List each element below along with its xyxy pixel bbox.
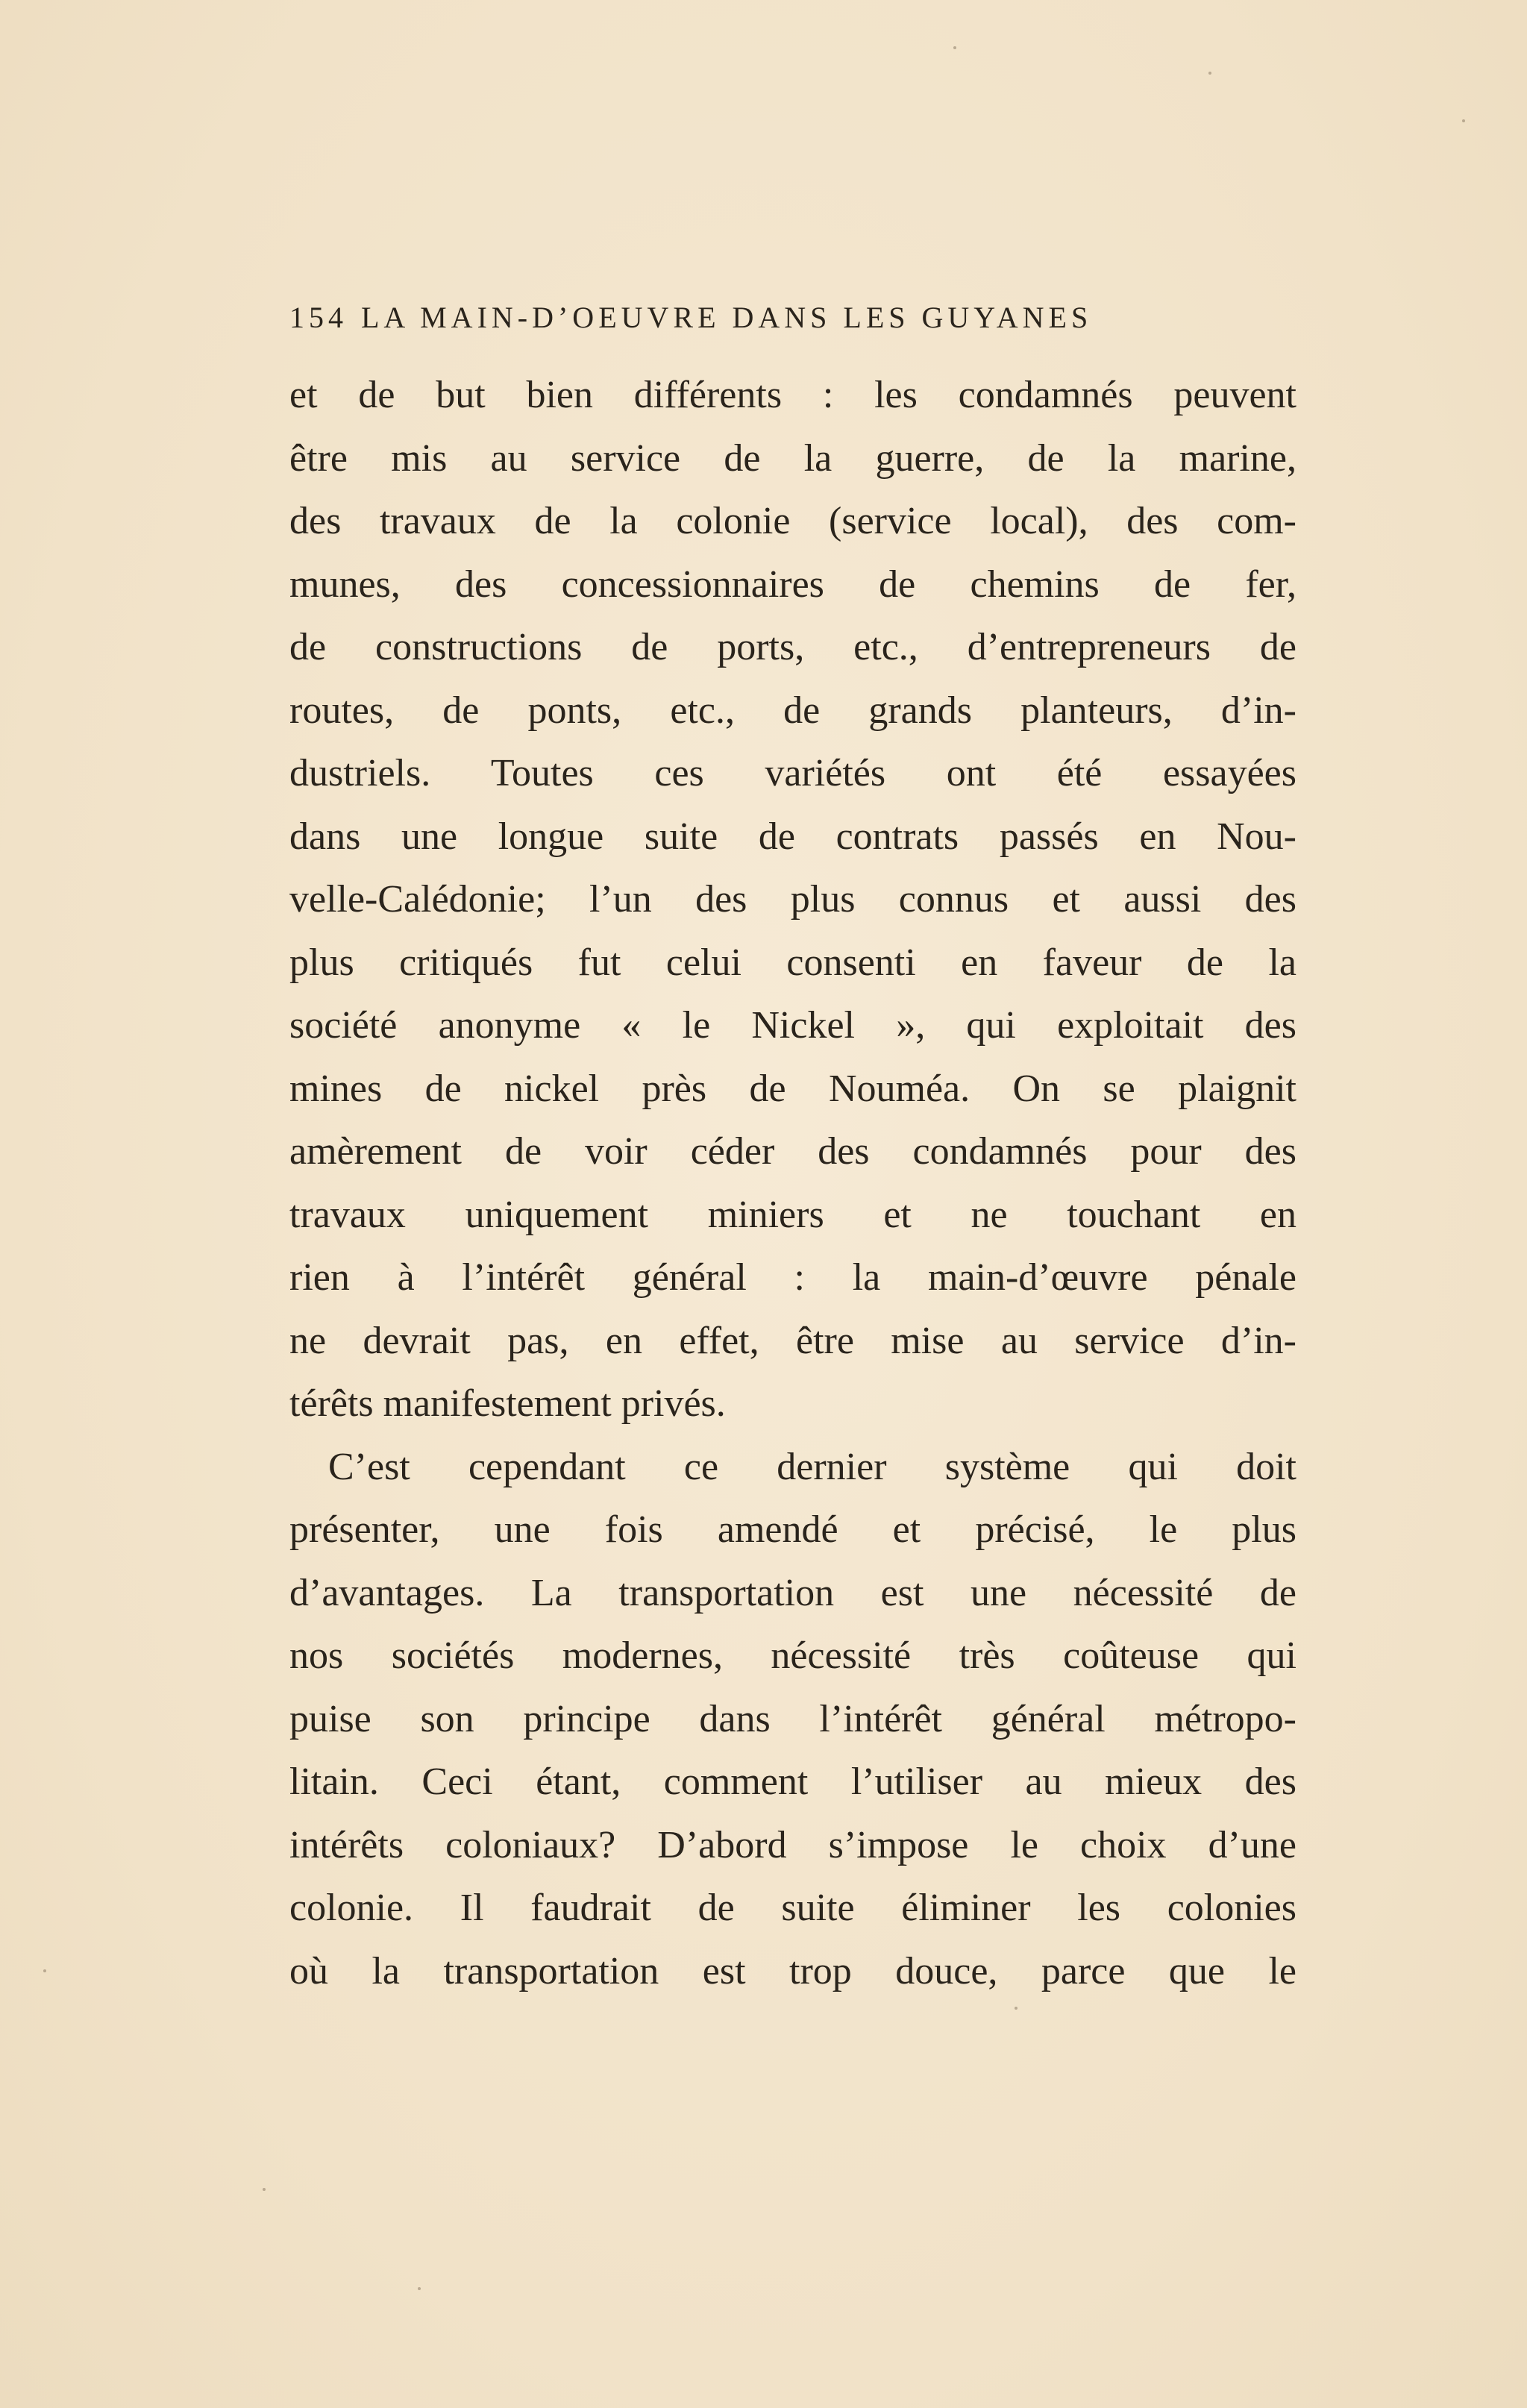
text-line: des travaux de la colonie (service local), des com- <box>289 500 1296 542</box>
text-line: rien à l’intérêt général : la main-d’œuvre pénale <box>289 1256 1296 1299</box>
text-line: plus critiqués fut celui consenti en faveur de la <box>289 941 1296 984</box>
text-line: térêts manifestement privés. <box>289 1382 726 1425</box>
text-line: travaux uniquement miniers et ne touchant en <box>289 1193 1296 1236</box>
text-line: munes, des concessionnaires de chemins de fer, <box>289 562 1296 606</box>
text-line: d’avantages. La transportation est une nécessité de <box>289 1571 1296 1614</box>
text-line: de constructions de ports, etc., d’entrepreneurs de <box>289 626 1296 668</box>
text-line: litain. Ceci étant, comment l’utiliser au mieux des <box>289 1760 1296 1803</box>
paragraph-start-line: C’est cependant ce dernier système qui doit <box>328 1445 1296 1488</box>
paper-speck <box>418 2287 421 2290</box>
text-line: et de but bien différents : les condamnés peuvent <box>289 374 1296 416</box>
text-line: société anonyme « le Nickel », qui exploitait des <box>289 1004 1296 1047</box>
body-text <box>289 364 1296 2003</box>
text-line: où la transportation est trop douce, parce que le <box>289 1949 1296 1992</box>
text-line: nos sociétés modernes, nécessité très coûteuse qui <box>289 1634 1296 1677</box>
text-line: dans une longue suite de contrats passés en Nou- <box>289 815 1296 858</box>
text-line: être mis au service de la guerre, de la marine, <box>289 436 1296 480</box>
paper-speck <box>43 1969 46 1972</box>
text-line: velle-Calédonie; l’un des plus connus et aussi des <box>289 878 1296 921</box>
text-line: colonie. Il faudrait de suite éliminer les colonies <box>289 1887 1296 1929</box>
text-line: puise son principe dans l’intérêt général métropo- <box>289 1697 1296 1740</box>
page-number: 154 <box>289 301 348 334</box>
running-title: LA MAIN-D’OEUVRE DANS LES GUYANES <box>361 301 1093 334</box>
text-line: mines de nickel près de Nouméa. On se plaignit <box>289 1067 1296 1110</box>
paper-speck <box>1208 72 1211 75</box>
text-line: routes, de ponts, etc., de grands planteurs, d’in- <box>289 689 1296 732</box>
paper-speck <box>953 46 956 49</box>
text-line: présenter, une fois amendé et précisé, le plus <box>289 1508 1296 1551</box>
paper-speck <box>1462 119 1465 122</box>
text-line: ne devrait pas, en effet, être mise au service d’in- <box>289 1319 1296 1362</box>
text-line: intérêts coloniaux? D’abord s’impose le choix d’une <box>289 1823 1296 1866</box>
text-line: amèrement de voir céder des condamnés pour des <box>289 1130 1296 1173</box>
paper-speck <box>263 2188 266 2191</box>
text-line: dustriels. Toutes ces variétés ont été essayées <box>289 752 1296 794</box>
paper-speck <box>1015 2007 1018 2010</box>
running-header <box>289 300 1296 335</box>
